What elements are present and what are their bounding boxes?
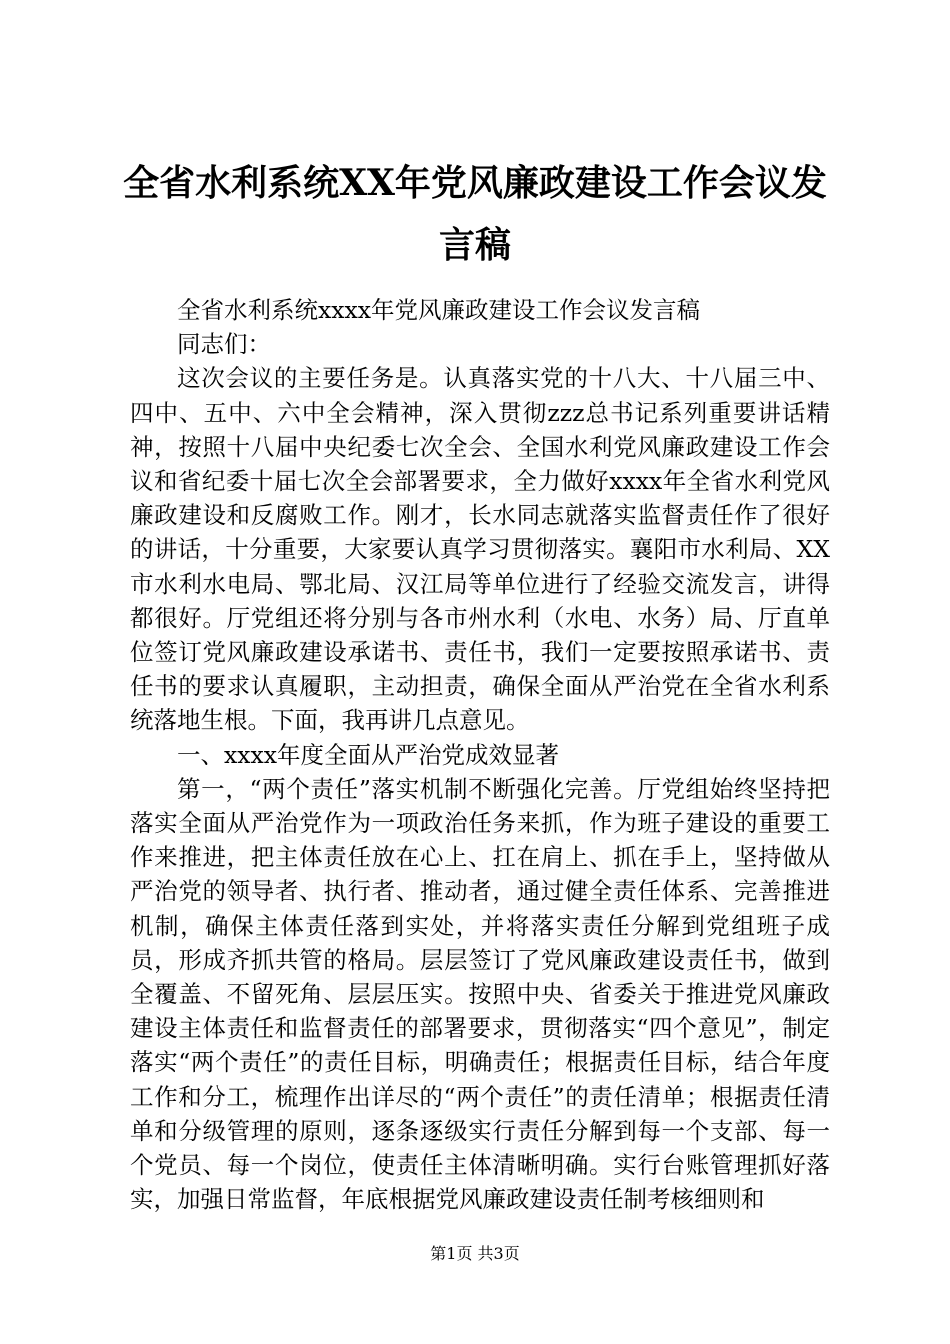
paragraph-first-point: 第一，“两个责任”落实机制不断强化完善。厅党组始终坚持把落实全面从严治党作为一项政治任务来抓，作为班子建设的重要工作来推进，把主体责任放在心上、扛在肩上、抓在手上，坚持做从严治党的领导者、执行者、推动者，通过健全责任体系、完善推进机制，确保主体责任落到实处，并将落实责任分解到党组班子成员，形成齐抓共管的格局。层层签订了党风廉政建设责任书，做到全覆盖、不留死角、层层压实。按照中央、省委关于推进党风廉政建设主体责任和监督责任的部署要求，贯彻落实“四个意见”，制定落实“两个责任”的责任目标，明确责任；根据责任目标，结合年度工作和分工，梳理作出详尽的“两个责任”的责任清单；根据责任清单和分级管理的原则，逐条逐级实行责任分解到每一个支部、每一个党员、每一个岗位，使责任主体清晰明确。实行台账管理抓好落实，加强日常监督，年底根据党风廉政建设责任制考核细则和 — [130, 774, 830, 1214]
paragraph-intro: 这次会议的主要任务是。认真落实党的十八大、十八届三中、四中、五中、六中全会精神，深入贯彻zzz总书记系列重要讲话精神，按照十八届中央纪委七次全会、全国水利党风廉政建设工作会议和省纪委十届七次全会部署要求，全力做好xxxx年全省水利党风廉政建设和反腐败工作。刚才，长水同志就落实监督责任作了很好的讲话，十分重要，大家要认真学习贯彻落实。襄阳市水利局、XX市水利水电局、鄂北局、汉江局等单位进行了经验交流发言，讲得都很好。厅党组还将分别与各市州水利（水电、水务）局、厅直单位签订党风廉政建设承诺书、责任书，我们一定要按照承诺书、责任书的要求认真履职，主动担责，确保全面从严治党在全省水利系统落地生根。下面，我再讲几点意见。 — [130, 364, 830, 735]
paragraph-salutation: 同志们： — [177, 330, 271, 359]
section-heading-1: 一、xxxx年度全面从严治党成效显著 — [177, 740, 560, 769]
page-footer: 第1页 共3页 — [430, 1244, 520, 1263]
paragraph-subtitle: 全省水利系统xxxx年党风廉政建设工作会议发言稿 — [177, 296, 701, 324]
document-title: 全省水利系统XX年党风廉政建设工作会议发言稿 — [123, 162, 827, 266]
document-body — [130, 293, 830, 1216]
